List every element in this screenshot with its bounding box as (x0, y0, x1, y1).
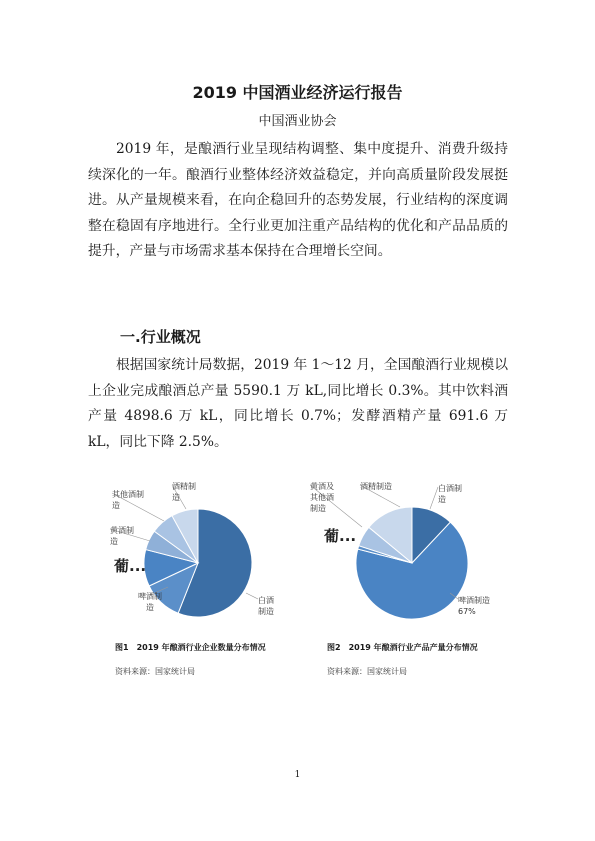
page-title: 2019 中国酒业经济运行报告 (192, 83, 403, 102)
pie-chart-enterprise-count (98, 475, 298, 635)
pie-slice-label: 酒精制造 (360, 482, 392, 491)
pie-slice-label: 葡... (114, 557, 147, 575)
pie-slice-label: 其他酒制造 (112, 490, 144, 510)
section-heading: 一.行业概况 (120, 328, 201, 346)
pie-slice-label: 葡... (324, 527, 357, 545)
page-subtitle: 中国酒业协会 (258, 114, 337, 129)
pie-slice-label: 啤酒制造 (138, 592, 162, 612)
label-leader-line (430, 487, 438, 509)
figure-caption-2: 图2 2019 年酿酒行业产品产量分布情况 (327, 643, 478, 652)
pie-slice-label: 白酒制造 (438, 484, 462, 504)
figure-caption-1: 图1 2019 年酿酒行业企业数量分布情况 (115, 643, 266, 652)
page-number: 1 (294, 770, 301, 780)
pie-slice-label: 黄酒及其他酒制造 (310, 482, 334, 513)
pie-slice-label: 酒精制造 (172, 482, 196, 502)
pie-slice-label: 黄酒制造 (110, 526, 134, 546)
pie-slice-label: 白酒制造 (258, 596, 274, 616)
pie-chart-output (310, 475, 510, 635)
pie-chart-2-svg (310, 475, 510, 635)
pie-chart-1-svg (98, 475, 298, 635)
pie-slice-label: 啤酒制造 67% (458, 596, 490, 616)
label-leader-line (246, 593, 258, 599)
paragraph-overview: 根据国家统计局数据，2019 年 1～12 月，全国酿酒行业规模以上企业完成酿酒总产量 5590.1 万 kL,同比增长 0.3%。其中饮料酒产量 4898.6 万 kL，同比增长 0.7%；发酵酒精产量 691.6 万 kL，同比下降 2.5%。 (88, 357, 508, 450)
paragraph-intro: 2019 年，是酿酒行业呈现结构调整、集中度提升、消费升级持续深化的一年。酿酒行业整体经济效益稳定，并向高质量阶段发展挺进。从产量规模来看，在向企稳回升的态势发展，行业结构的深度调整在稳固有序地进行。全行业更加注重产品结构的优化和产品品质的提升，产量与市场需求基本保持在合理增长空间。 (88, 141, 508, 259)
source-note-1: 资料来源：国家统计局 (115, 667, 195, 676)
source-note-2: 资料来源：国家统计局 (327, 667, 407, 676)
